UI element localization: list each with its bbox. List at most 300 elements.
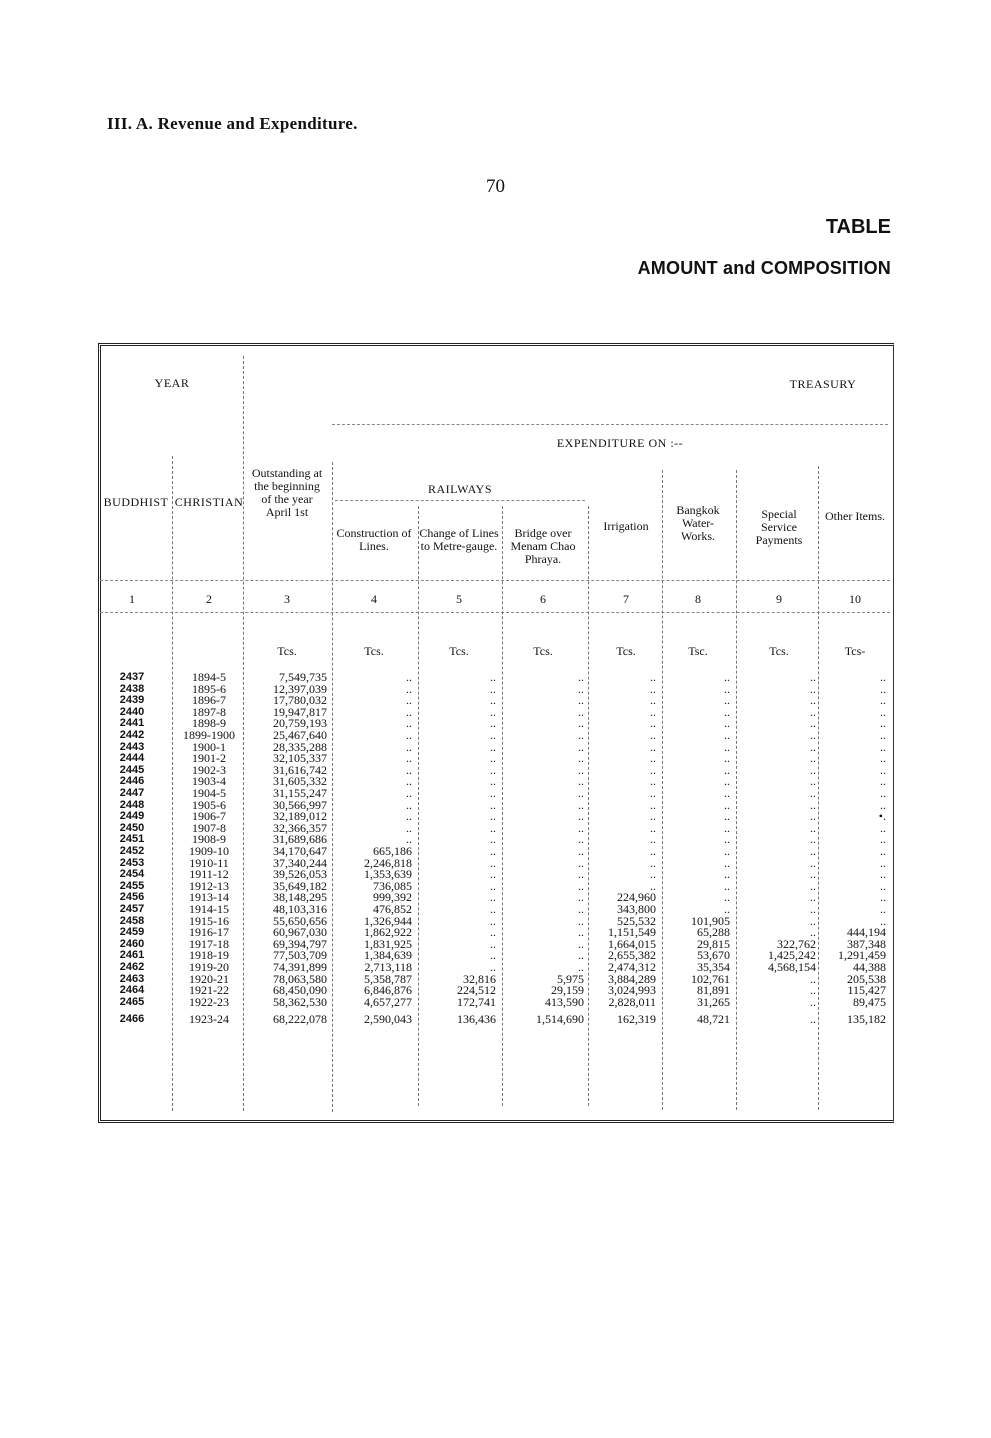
table-cell-col-10: 444,194 [847,925,886,940]
table-cell-col-1: 2464 [119,984,145,997]
table-cell-col-9: .. [810,983,816,998]
table-cell-col-2: 1916-17 [189,925,229,940]
col-9-heading: Special Service Payments [755,507,803,547]
table-cell-col-8: .. [724,751,730,766]
table-cell-col-9: .. [810,774,816,789]
table-cell-col-7: .. [650,878,656,893]
table-cell-col-2: 1896-7 [192,693,226,708]
table-cell-col-5: .. [490,948,496,963]
table-cell-col-3: 78,063,580 [273,971,327,986]
table-cell-col-10: 135,182 [847,1012,886,1027]
table-cell-col-4: 1,384,639 [364,948,412,963]
table-cell-col-5: .. [490,878,496,893]
table-cell-col-4: .. [406,820,412,835]
table-cell-col-8: .. [724,728,730,742]
table-cell-col-5: .. [490,670,496,684]
table-cell-col-9: .. [810,762,816,777]
col-5-unit: Tcs. [449,644,469,658]
table-cell-col-5: .. [490,902,496,916]
table-cell-col-10: .. [880,716,886,731]
table-cell-col-1: 2453 [119,856,145,869]
table-cell-col-7: .. [650,774,656,789]
table-cell-col-7: 3,884,289 [608,971,656,986]
table-cell-col-6: .. [578,960,584,974]
table-cell-col-5: .. [490,704,496,719]
table-cell-col-3: 19,947,817 [273,704,327,719]
table-cell-col-10: .. [880,913,886,928]
table-cell-col-10: .. [880,832,886,847]
table-cell-col-9: .. [810,913,816,928]
table-cell-col-4: .. [406,728,412,742]
table-cell-col-8: 31,265 [697,994,730,1009]
table-cell-col-9: .. [810,820,816,835]
table-cell-col-2: 1917-18 [189,936,229,951]
table-cell-col-2: 1919-20 [189,960,229,974]
table-cell-col-10: 115,427 [847,983,886,998]
table-cell-col-10: .. [880,855,886,870]
table-cell-col-1: 2461 [119,949,145,962]
col-4-number: 4 [371,592,377,606]
table-cell-col-7: .. [650,832,656,847]
table-cell-col-10: .. [880,797,886,812]
table-cell-col-8: .. [724,902,730,916]
table-subtitle: AMOUNT and COMPOSITION [637,258,891,278]
table-cell-col-9: 322,762 [777,936,816,951]
table-cell-col-3: 38,148,295 [273,890,327,905]
table-cell-col-2: 1901-2 [192,751,226,766]
table-cell-col-8: .. [724,855,730,870]
table-cell-col-4: .. [406,670,412,684]
table-cell-col-9: .. [810,855,816,870]
table-cell-col-1: 2451 [119,833,145,846]
table-cell-col-5: .. [490,716,496,731]
table-cell-col-2: 1902-3 [192,762,226,777]
table-cell-col-2: 1911-12 [189,867,229,882]
table-cell-col-5: 224,512 [457,983,496,998]
table-cell-col-1: 2450 [119,821,145,834]
table-cell-col-5: .. [490,832,496,847]
table-cell-col-10: .. [880,878,886,893]
table-cell-col-6: .. [578,797,584,812]
table-cell-col-6: .. [578,890,584,905]
table-cell-col-3: 58,362,530 [273,994,327,1009]
col-7-heading: Irrigation [603,519,649,533]
table-cell-col-2: 1918-19 [189,948,229,963]
table-cell-col-8: .. [724,797,730,812]
table-cell-col-10: .. [880,670,886,684]
col-2-heading: CHRISTIAN [174,495,244,509]
table-cell-col-4: 6,846,876 [364,983,412,998]
table-cell-col-9: .. [810,878,816,893]
table-cell-col-5: .. [490,786,496,800]
table-cell-col-3: 12,397,039 [273,681,327,696]
table-cell-col-8: 81,891 [697,983,730,998]
table-cell-col-7: .. [650,855,656,870]
table-cell-col-3: 77,503,709 [273,948,327,963]
table-cell-col-9: .. [810,832,816,847]
table-cell-col-9: .. [810,994,816,1009]
col-4-heading: Construction of Lines. [336,526,412,553]
table-cell-col-4: .. [406,681,412,696]
table-cell-col-3: 60,967,030 [273,925,327,940]
table-cell-col-4: .. [406,786,412,800]
table-cell-col-5: .. [490,913,496,928]
table-cell-col-10: .. [880,786,886,800]
table-cell-col-10: 205,538 [847,971,886,986]
table-cell-col-2: 1907-8 [192,820,226,835]
table-cell-col-2: 1903-4 [192,774,226,789]
table-cell-col-8: .. [724,670,730,684]
table-cell-col-9: .. [810,751,816,766]
table-cell-col-2: 1895-6 [192,681,226,696]
col-9-unit: Tcs. [769,644,789,658]
table-cell-col-5: 136,436 [457,1012,496,1027]
table-cell-col-9: .. [810,693,816,708]
table-cell-col-3: 35,649,182 [273,878,327,893]
header-expenditure: EXPENDITURE ON :-- [556,436,684,450]
table-cell-col-9: .. [810,797,816,812]
col-5-number: 5 [456,592,462,606]
table-cell-col-4: 2,246,818 [364,855,412,870]
table-cell-col-8: 29,815 [697,936,730,951]
col-6-unit: Tcs. [533,644,553,658]
col-4-unit: Tcs. [364,644,384,658]
table-cell-col-4: 2,713,118 [364,960,412,974]
table-cell-col-7: .. [650,716,656,731]
table-cell-col-8: .. [724,809,730,824]
table-cell-col-2: 1899-1900 [183,728,235,742]
table-cell-col-1: 2447 [119,787,145,799]
table-cell-col-5: 32,816 [463,971,496,986]
table-cell-col-8: .. [724,693,730,708]
table-cell-col-4: .. [406,739,412,754]
col-1-heading: BUDDHIST [103,495,169,509]
table-cell-col-3: 74,391,899 [273,960,327,974]
table-cell-col-9: .. [810,1012,816,1027]
table-cell-col-9: .. [810,867,816,882]
col-1-number: 1 [129,592,135,606]
col-10-heading: Other Items. [825,509,885,523]
table-cell-col-7: 525,532 [617,913,656,928]
col-7-unit: Tcs. [616,644,636,658]
col-9-number: 9 [776,592,782,606]
table-cell-col-7: 1,151,549 [608,925,656,940]
table-cell-col-2: 1900-1 [192,739,226,754]
col-6-heading: Bridge over Menam Chao Phraya. [510,526,576,566]
table-cell-col-6: 5,975 [557,971,584,986]
table-cell-col-1: 2442 [119,729,145,741]
table-cell-col-5: .. [490,890,496,905]
table-cell-col-7: 2,655,382 [608,948,656,963]
table-cell-col-1: 2454 [119,868,145,881]
col-8-number: 8 [695,592,701,606]
table-cell-col-3: 69,394,797 [273,936,327,951]
table-cell-col-4: .. [406,693,412,708]
table-cell-col-6: .. [578,867,584,882]
table-cell-col-8: 102,761 [691,971,730,986]
table-cell-col-7: .. [650,670,656,684]
table-cell-col-7: .. [650,786,656,800]
table-cell-col-8: .. [724,762,730,777]
table-cell-col-4: .. [406,809,412,824]
table-cell-col-6: 413,590 [545,994,584,1009]
table-cell-col-3: 28,335,288 [273,739,327,754]
table-cell-col-1: 2459 [119,926,145,939]
header-railways: RAILWAYS [427,482,492,496]
table-cell-col-3: 17,780,032 [273,693,327,708]
col-2-number: 2 [206,592,212,606]
table-cell-col-2: 1920-21 [189,971,229,986]
table-cell-col-4: 999,392 [373,890,412,905]
table-cell-col-7: .. [650,797,656,812]
table-cell-col-5: .. [490,751,496,766]
table-cell-col-6: .. [578,751,584,766]
table-cell-col-3: 31,605,332 [273,774,327,789]
table-cell-col-7: .. [650,681,656,696]
table-cell-col-2: 1921-22 [189,983,229,998]
table-cell-col-6: .. [578,832,584,847]
table-cell-col-3: 32,366,357 [273,820,327,835]
table-cell-col-1: 2462 [119,961,145,973]
table-cell-col-4: 4,657,277 [364,994,412,1009]
table-cell-col-2: 1906-7 [192,809,226,824]
table-cell-col-6: .. [578,728,584,742]
col-3-heading: Outstanding at the beginning of the year April 1st [251,466,323,519]
section-title: III. A. Revenue and Expenditure. [107,114,358,133]
table-cell-col-4: 2,590,043 [364,1012,412,1027]
treasury-rule [332,424,888,425]
table-cell-col-7: .. [650,762,656,777]
table-cell-col-3: 34,170,647 [273,844,327,858]
table-cell-col-2: 1923-24 [189,1012,229,1027]
table-cell-col-6: .. [578,681,584,696]
col-7-number: 7 [623,592,629,606]
table-cell-col-4: 665,186 [373,844,412,858]
col-10-number: 10 [849,592,861,606]
table-cell-col-3: 68,450,090 [273,983,327,998]
table-cell-col-10: .. [880,751,886,766]
table-cell-col-2: 1915-16 [189,913,229,928]
table-cell-col-10: 89,475 [853,994,886,1009]
table-cell-col-3: 48,103,316 [273,902,327,916]
table-cell-col-7: .. [650,751,656,766]
table-cell-col-6: .. [578,948,584,963]
table-cell-col-4: 1,326,944 [364,913,412,928]
table-cell-col-8: .. [724,878,730,893]
table-cell-col-4: 5,358,787 [364,971,412,986]
table-cell-col-3: 31,689,686 [273,832,327,847]
table-cell-col-1: 2457 [119,903,145,915]
table-cell-col-5: .. [490,925,496,940]
table-cell-col-2: 1894-5 [192,670,226,684]
table-cell-col-10: .. [880,739,886,754]
table-cell-col-9: .. [810,971,816,986]
table-cell-col-10: .. [880,728,886,742]
col-3-unit: Tcs. [277,644,297,658]
table-cell-col-5: .. [490,855,496,870]
table-cell-col-5: 172,741 [457,994,496,1009]
table-cell-col-8: 101,905 [691,913,730,928]
table-cell-col-5: .. [490,681,496,696]
table-cell-col-2: 1904-5 [192,786,226,800]
table-cell-col-5: .. [490,739,496,754]
table-cell-col-8: .. [724,716,730,731]
header-treasury: TREASURY [789,377,857,391]
table-cell-col-2: 1912-13 [189,878,229,893]
table-cell-col-7: .. [650,693,656,708]
table-cell-col-6: .. [578,774,584,789]
table-cell-col-7: .. [650,809,656,824]
table-cell-col-9: .. [810,890,816,905]
table-cell-col-2: 1905-6 [192,797,226,812]
table-cell-col-1: 2449 [119,810,145,823]
table-cell-col-4: .. [406,704,412,719]
table-cell-col-7: .. [650,820,656,835]
table-cell-col-6: .. [578,902,584,916]
table-cell-col-7: 1,664,015 [608,936,656,951]
table-cell-col-7: .. [650,739,656,754]
col-5-heading: Change of Lines to Metre-gauge. [419,526,499,553]
table-cell-col-6: .. [578,716,584,731]
table-cell-col-7: 224,960 [617,890,656,905]
col-10-unit: Tcs- [844,644,866,658]
table-cell-col-4: 476,852 [373,902,412,916]
table-cell-col-9: .. [810,925,816,940]
table-cell-col-6: .. [578,913,584,928]
table-cell-col-10: 44,388 [853,960,886,974]
table-cell-col-5: .. [490,797,496,812]
table-cell-col-6: .. [578,844,584,858]
table-cell-col-5: .. [490,809,496,824]
table-cell-col-7: .. [650,704,656,719]
col-3-number: 3 [284,592,290,606]
table-cell-col-3: 32,105,337 [273,751,327,766]
table-cell-col-3: 7,549,735 [279,670,327,684]
table-cell-col-6: .. [578,820,584,835]
col-8-unit: Tsc. [688,644,708,658]
table-cell-col-10: .. [880,774,886,789]
table-cell-col-8: .. [724,890,730,905]
table-cell-col-2: 1897-8 [192,704,226,719]
table-cell-col-4: .. [406,774,412,789]
table-cell-col-8: 65,288 [697,925,730,940]
number-rule [100,612,890,613]
table-cell-col-1: 2448 [119,798,145,811]
table-cell-col-2: 1898-9 [192,716,226,731]
table-cell-col-10: 387,348 [847,936,886,951]
table-cell-col-8: .. [724,844,730,858]
table-cell-col-3: 30,566,997 [273,797,327,812]
table-cell-col-6: 29,159 [551,983,584,998]
railways-rule [335,500,585,501]
table-cell-col-6: .. [578,786,584,800]
table-cell-col-2: 1909-10 [189,844,229,858]
table-cell-col-1: 2444 [119,752,145,765]
table-cell-col-10: .. [880,704,886,719]
table-cell-col-5: .. [490,960,496,974]
table-cell-col-2: 1914-15 [189,902,229,916]
table-cell-col-10: .. [880,820,886,835]
table-cell-col-2: 1910-11 [189,855,229,870]
header-rule [100,580,890,581]
table-cell-col-4: .. [406,762,412,777]
table-cell-col-6: .. [578,925,584,940]
table-cell-col-1: 2463 [119,972,145,985]
table-cell-col-5: .. [490,762,496,777]
table-cell-col-1: 2465 [119,995,145,1008]
table-cell-col-7: 2,828,011 [608,994,656,1009]
table-cell-col-6: .. [578,704,584,719]
table-cell-col-4: 1,353,639 [364,867,412,882]
table-cell-col-9: .. [810,844,816,858]
table-cell-col-7: .. [650,867,656,882]
table-cell-col-5: .. [490,936,496,951]
table-row [0,996,991,1009]
table-cell-col-3: 20,759,193 [273,716,327,731]
table-cell-col-1: 2455 [119,879,145,892]
table-cell-col-3: 25,467,640 [273,728,327,742]
table-cell-col-6: .. [578,855,584,870]
table-cell-col-1: 2441 [119,717,145,730]
table-cell-col-4: .. [406,832,412,847]
table-cell-col-1: 2437 [119,671,145,683]
table-cell-col-6: 1,514,690 [536,1012,584,1027]
table-cell-col-6: .. [578,693,584,708]
col-6-number: 6 [540,592,546,606]
col-8-heading: Bangkok Water-Works. [676,503,720,543]
table-cell-col-9: .. [810,739,816,754]
table-cell-col-2: 1913-14 [189,890,229,905]
table-cell-col-9: 4,568,154 [768,960,816,974]
table-cell-col-9: .. [810,809,816,824]
table-cell-col-1: 2439 [119,694,145,707]
table-cell-col-8: .. [724,681,730,696]
table-cell-col-9: .. [810,681,816,696]
table-cell-col-7: 2,474,312 [608,960,656,974]
table-cell-col-8: .. [724,820,730,835]
table-cell-col-5: .. [490,774,496,789]
table-cell-col-2: 1922-23 [189,994,229,1009]
table-cell-col-9: .. [810,902,816,916]
table-cell-col-4: .. [406,716,412,731]
table-cell-col-1: 2446 [119,775,145,788]
table-cell-col-10: .. [880,902,886,916]
table-cell-col-10: .. [880,890,886,905]
table-cell-col-3: 68,222,078 [273,1012,327,1027]
table-cell-col-10: .. [880,681,886,696]
table-cell-col-8: 48,721 [697,1012,730,1027]
table-cell-col-1: 2466 [119,1013,145,1026]
table-cell-col-3: 55,650,656 [273,913,327,928]
table-cell-col-6: .. [578,739,584,754]
table-cell-col-6: .. [578,809,584,824]
table-cell-col-3: 37,340,244 [273,855,327,870]
table-cell-col-5: .. [490,867,496,882]
table-cell-col-4: 736,085 [373,878,412,893]
table-row [0,1013,991,1026]
table-cell-col-1: 2440 [119,705,145,718]
table-cell-col-7: .. [650,844,656,858]
table-cell-col-3: 39,526,053 [273,867,327,882]
table-cell-col-3: 31,616,742 [273,762,327,777]
table-cell-col-4: .. [406,797,412,812]
table-cell-col-9: .. [810,670,816,684]
table-cell-col-3: 31,155,247 [273,786,327,800]
table-label: TABLE [825,216,891,238]
table-cell-col-8: .. [724,704,730,719]
table-cell-col-7: 343,800 [617,902,656,916]
table-cell-col-10: .. [880,844,886,858]
